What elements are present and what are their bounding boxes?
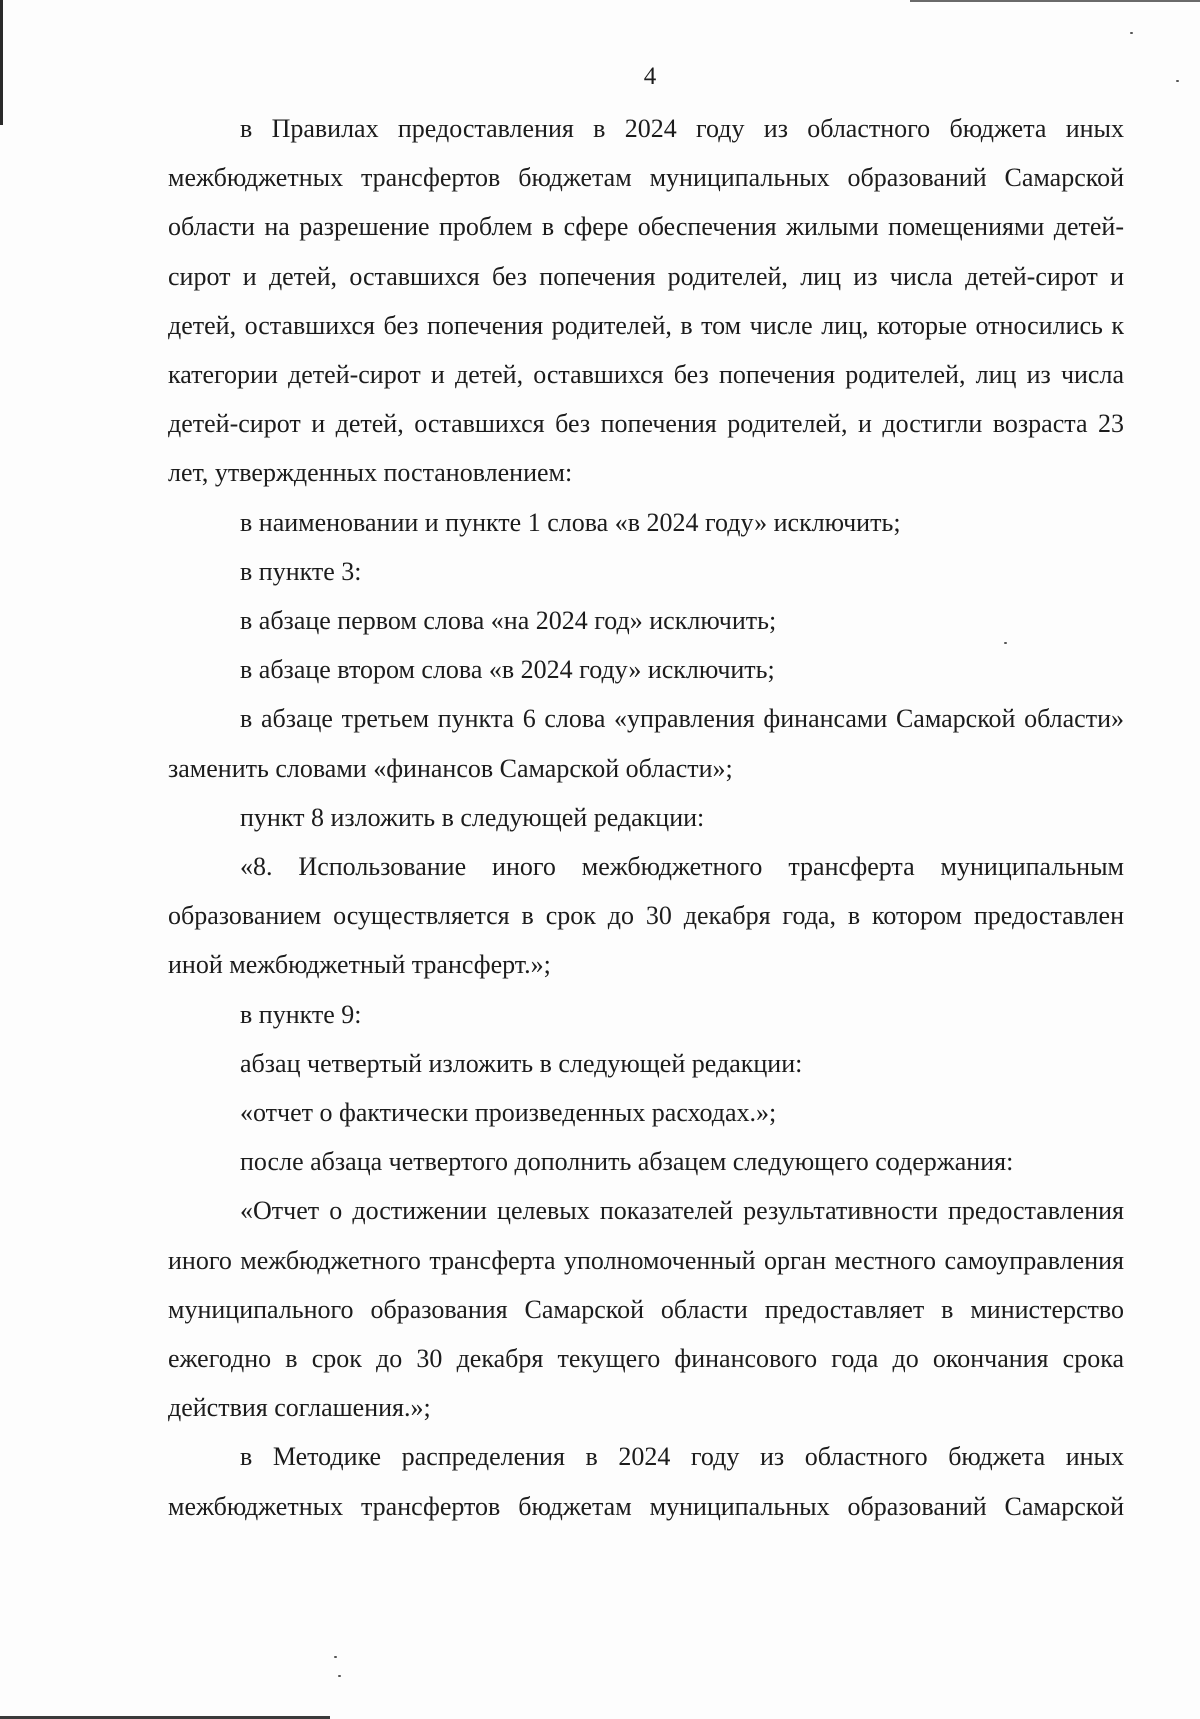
paragraph-amendment: в наименовании и пункте 1 слова «в 2024 году» исключить;	[240, 507, 901, 537]
page-number: 4	[643, 63, 657, 90]
paragraph-amendment: абзац четвертый изложить в следующей редакции:	[240, 1048, 803, 1078]
paragraph-amendment: в абзаце третьем пункта 6 слова «управления финансами Самарской области» заменить словами «финансов Самарской области»;	[168, 704, 1124, 783]
paragraph-amendment: пункт 8 изложить в следующей редакции:	[240, 802, 705, 832]
scan-speck	[338, 1675, 341, 1677]
paragraph-amendment: в абзаце втором слова «в 2024 году» исключить;	[240, 655, 775, 685]
document-body	[168, 104, 1124, 1531]
paragraph-amendment: после абзаца четвертого дополнить абзацем следующего содержания:	[240, 1147, 1014, 1177]
paragraph-amendment: в пункте 9:	[240, 999, 362, 1029]
scan-top-edge	[910, 0, 1200, 2]
paragraph-quote: «Отчет о достижении целевых показателей результативности предоставления иного межбюджетного трансферта уполномоченный орган местного самоуправления муниципального образования Самарской области предоставляет в министерство ежегодно в срок до 30 декабря текущего финансового года до окончания срока действия соглашения.»;	[168, 1196, 1124, 1423]
paragraph-quote: «8. Использование иного межбюджетного трансферта муниципальным образованием осуществляется в срок до 30 декабря года, в котором предоставлен иной межбюджетный трансферт.»;	[168, 852, 1124, 980]
scan-speck	[1130, 32, 1133, 34]
paragraph-quote: «отчет о фактически произведенных расходах.»;	[240, 1098, 777, 1128]
paragraph-amendment: в абзаце первом слова «на 2024 год» исключить;	[240, 606, 777, 636]
paragraph-amendment: в пункте 3:	[240, 556, 362, 586]
paragraph-rules-intro: в Правилах предоставления в 2024 году из областного бюджета иных межбюджетных трансфертов бюджетам муниципальных образований Самарской области на разрешение проблем в сфере обеспечения жилыми помещениями детей-сирот и детей, оставшихся без попечения родителей, лиц из числа детей-сирот и детей, оставшихся без попечения родителей, в том числе лиц, которые относились к категории детей-сирот и детей, оставшихся без попечения родителей, лиц из числа детей-сирот и детей, оставшихся без попечения родителей, и достигли возраста 23 лет, утвержденных постановлением:	[168, 114, 1124, 488]
scan-speck	[334, 1656, 337, 1658]
paragraph-methodology: в Методике распределения в 2024 году из областного бюджета иных межбюджетных трансфертов бюджетам муниципальных образований Самарской	[168, 1442, 1124, 1521]
